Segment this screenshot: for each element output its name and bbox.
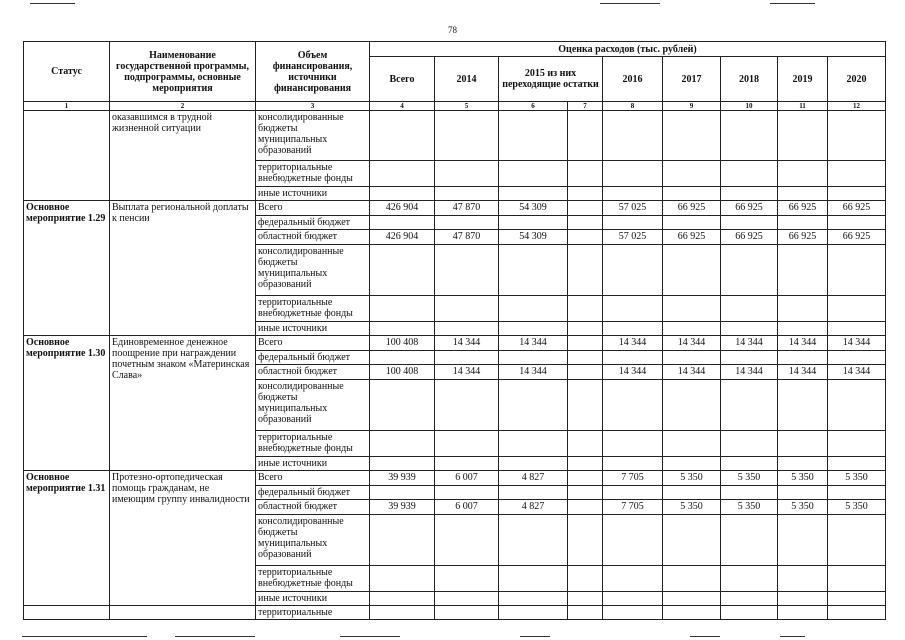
value-cell: 14 344	[828, 365, 886, 380]
value-cell	[435, 431, 499, 457]
scan-line-bottom-1	[22, 636, 147, 637]
value-cell	[603, 245, 663, 296]
value-cell	[370, 606, 435, 620]
value-cell	[568, 592, 603, 606]
value-cell	[778, 216, 828, 230]
value-cell	[721, 592, 778, 606]
value-cell	[370, 380, 435, 431]
value-cell: 14 344	[663, 336, 721, 351]
value-cell	[435, 457, 499, 471]
value-cell	[778, 592, 828, 606]
value-cell	[778, 380, 828, 431]
value-cell: 47 870	[435, 201, 499, 216]
value-cell	[663, 351, 721, 365]
scan-line-bottom-3	[340, 636, 400, 637]
source-cell: территориальные внебюджетные фонды	[256, 431, 370, 457]
scan-line-top-right-2	[770, 3, 815, 4]
value-cell: 7 705	[603, 500, 663, 515]
table-row	[24, 201, 886, 216]
value-cell	[663, 566, 721, 592]
value-cell	[370, 566, 435, 592]
value-cell: 66 925	[828, 230, 886, 245]
value-cell: 14 344	[828, 336, 886, 351]
value-cell: 6 007	[435, 471, 499, 486]
value-cell	[568, 500, 603, 515]
value-cell	[435, 322, 499, 336]
value-cell: 5 350	[721, 500, 778, 515]
value-cell	[828, 486, 886, 500]
name-cell	[110, 606, 256, 620]
value-cell	[435, 216, 499, 230]
scan-line-bottom-4	[520, 636, 550, 637]
value-cell	[370, 515, 435, 566]
header-year-2019: 2019	[778, 57, 828, 102]
value-cell	[663, 216, 721, 230]
value-cell: 4 827	[499, 471, 568, 486]
header-year-2017: 2017	[663, 57, 721, 102]
status-cell	[24, 606, 110, 620]
header-year-total: Всего	[370, 57, 435, 102]
value-cell	[721, 351, 778, 365]
value-cell	[568, 486, 603, 500]
value-cell: 14 344	[499, 365, 568, 380]
col-number: 3	[256, 102, 370, 111]
source-cell: территориальные внебюджетные фонды	[256, 161, 370, 187]
value-cell	[603, 457, 663, 471]
value-cell	[370, 245, 435, 296]
value-cell: 66 925	[778, 230, 828, 245]
value-cell	[370, 431, 435, 457]
value-cell	[435, 351, 499, 365]
value-cell	[828, 216, 886, 230]
value-cell	[828, 322, 886, 336]
value-cell	[778, 457, 828, 471]
value-cell: 14 344	[663, 365, 721, 380]
scan-line-bottom-2	[175, 636, 255, 637]
value-cell: 5 350	[778, 471, 828, 486]
value-cell	[603, 606, 663, 620]
value-cell	[568, 296, 603, 322]
value-cell	[435, 486, 499, 500]
source-cell: иные источники	[256, 457, 370, 471]
value-cell: 66 925	[663, 230, 721, 245]
value-cell	[603, 566, 663, 592]
value-cell	[663, 606, 721, 620]
value-cell	[568, 380, 603, 431]
value-cell	[603, 351, 663, 365]
value-cell	[499, 566, 568, 592]
value-cell	[663, 296, 721, 322]
source-cell: иные источники	[256, 187, 370, 201]
value-cell	[499, 351, 568, 365]
source-cell: Всего	[256, 471, 370, 486]
header-status: Статус	[24, 42, 110, 102]
value-cell: 54 309	[499, 230, 568, 245]
value-cell	[499, 245, 568, 296]
value-cell	[603, 486, 663, 500]
value-cell	[370, 216, 435, 230]
value-cell	[568, 471, 603, 486]
value-cell: 7 705	[603, 471, 663, 486]
value-cell	[499, 486, 568, 500]
value-cell	[778, 322, 828, 336]
value-cell	[721, 380, 778, 431]
value-cell	[370, 322, 435, 336]
value-cell	[435, 592, 499, 606]
table-row	[24, 606, 886, 620]
value-cell: 54 309	[499, 201, 568, 216]
value-cell	[663, 457, 721, 471]
value-cell	[663, 592, 721, 606]
header-volume: Объем финансирования, источники финансирования	[256, 42, 370, 102]
value-cell	[603, 592, 663, 606]
value-cell: 57 025	[603, 230, 663, 245]
scan-line-bottom-6	[780, 636, 805, 637]
value-cell	[568, 365, 603, 380]
source-cell: консолидированные бюджеты муниципальных образований	[256, 515, 370, 566]
value-cell	[721, 296, 778, 322]
value-cell	[663, 486, 721, 500]
value-cell: 66 925	[721, 230, 778, 245]
value-cell	[568, 351, 603, 365]
table-row	[24, 111, 886, 161]
value-cell: 14 344	[778, 365, 828, 380]
col-number: 9	[663, 102, 721, 111]
value-cell: 39 939	[370, 500, 435, 515]
col-number: 10	[721, 102, 778, 111]
value-cell	[435, 296, 499, 322]
header-year-2014: 2014	[435, 57, 499, 102]
value-cell	[568, 230, 603, 245]
value-cell	[435, 380, 499, 431]
source-cell: территориальные внебюджетные фонды	[256, 296, 370, 322]
value-cell	[828, 245, 886, 296]
source-cell: Всего	[256, 336, 370, 351]
name-cell: Протезно-ортопедическая помощь гражданам, не имеющим группу инвалидности	[110, 471, 256, 606]
value-cell	[721, 216, 778, 230]
value-cell: 39 939	[370, 471, 435, 486]
table-body	[24, 111, 886, 620]
value-cell	[778, 606, 828, 620]
value-cell	[721, 606, 778, 620]
value-cell	[778, 245, 828, 296]
value-cell	[370, 486, 435, 500]
source-cell: иные источники	[256, 592, 370, 606]
header-year-2015: 2015 из них переходящие остатки	[499, 57, 603, 102]
scan-line-top-right	[600, 3, 660, 4]
value-cell	[721, 486, 778, 500]
value-cell	[778, 486, 828, 500]
col-number: 4	[370, 102, 435, 111]
value-cell: 5 350	[828, 500, 886, 515]
value-cell	[828, 566, 886, 592]
value-cell: 5 350	[663, 500, 721, 515]
table-row	[24, 471, 886, 486]
value-cell	[568, 245, 603, 296]
value-cell	[778, 566, 828, 592]
name-cell: Единовременное денежное поощрение при награждении почетным знаком «Материнская Слава»	[110, 336, 256, 471]
value-cell	[435, 606, 499, 620]
value-cell: 14 344	[778, 336, 828, 351]
value-cell: 57 025	[603, 201, 663, 216]
value-cell	[568, 515, 603, 566]
col-number: 7	[568, 102, 603, 111]
value-cell	[568, 336, 603, 351]
value-cell: 66 925	[778, 201, 828, 216]
col-number: 6	[499, 102, 568, 111]
value-cell: 14 344	[603, 336, 663, 351]
value-cell	[778, 431, 828, 457]
value-cell	[721, 431, 778, 457]
value-cell	[370, 296, 435, 322]
scan-line-top-left	[30, 3, 75, 4]
value-cell: 47 870	[435, 230, 499, 245]
value-cell: 426 904	[370, 201, 435, 216]
value-cell: 5 350	[663, 471, 721, 486]
value-cell	[603, 380, 663, 431]
source-cell: территориальные	[256, 606, 370, 620]
value-cell	[663, 380, 721, 431]
status-cell: Основное мероприятие 1.29	[24, 201, 110, 336]
value-cell	[370, 351, 435, 365]
value-cell	[828, 457, 886, 471]
value-cell: 14 344	[603, 365, 663, 380]
status-cell	[24, 111, 110, 201]
value-cell	[663, 322, 721, 336]
col-number: 5	[435, 102, 499, 111]
status-cell: Основное мероприятие 1.30	[24, 336, 110, 471]
value-cell	[568, 322, 603, 336]
source-cell: областной бюджет	[256, 365, 370, 380]
col-number: 11	[778, 102, 828, 111]
source-cell: федеральный бюджет	[256, 486, 370, 500]
value-cell: 66 925	[721, 201, 778, 216]
value-cell	[721, 322, 778, 336]
name-cell: оказавшимся в трудной жизненной ситуации	[110, 111, 256, 201]
value-cell	[499, 296, 568, 322]
value-cell	[568, 606, 603, 620]
value-cell: 14 344	[435, 336, 499, 351]
scan-line-bottom-5	[690, 636, 720, 637]
value-cell	[568, 566, 603, 592]
value-cell	[828, 592, 886, 606]
value-cell	[828, 431, 886, 457]
value-cell	[778, 515, 828, 566]
value-cell: 6 007	[435, 500, 499, 515]
value-cell	[828, 351, 886, 365]
col-number: 12	[828, 102, 886, 111]
source-cell: федеральный бюджет	[256, 216, 370, 230]
value-cell: 14 344	[721, 365, 778, 380]
value-cell	[721, 515, 778, 566]
value-cell	[435, 566, 499, 592]
value-cell	[603, 322, 663, 336]
value-cell	[721, 245, 778, 296]
source-cell: консолидированные бюджеты муниципальных образований	[256, 245, 370, 296]
value-cell	[603, 296, 663, 322]
value-cell: 100 408	[370, 365, 435, 380]
value-cell	[568, 457, 603, 471]
name-cell: Выплата региональной доплаты к пенсии	[110, 201, 256, 336]
value-cell: 66 925	[663, 201, 721, 216]
budget-table	[23, 41, 886, 620]
value-cell: 100 408	[370, 336, 435, 351]
value-cell	[499, 515, 568, 566]
value-cell	[828, 606, 886, 620]
source-cell: областной бюджет	[256, 230, 370, 245]
source-cell: областной бюджет	[256, 500, 370, 515]
value-cell	[499, 592, 568, 606]
source-cell: консолидированные бюджеты муниципальных образований	[256, 380, 370, 431]
value-cell	[499, 431, 568, 457]
value-cell: 5 350	[828, 471, 886, 486]
source-cell: Всего	[256, 201, 370, 216]
value-cell	[828, 380, 886, 431]
value-cell	[568, 201, 603, 216]
value-cell	[370, 457, 435, 471]
value-cell	[828, 296, 886, 322]
value-cell	[435, 245, 499, 296]
value-cell	[778, 351, 828, 365]
value-cell	[663, 431, 721, 457]
value-cell	[603, 431, 663, 457]
value-cell	[603, 216, 663, 230]
header-year-2020: 2020	[828, 57, 886, 102]
value-cell	[721, 566, 778, 592]
value-cell	[435, 515, 499, 566]
header-year-2016: 2016	[603, 57, 663, 102]
value-cell: 4 827	[499, 500, 568, 515]
value-cell	[499, 322, 568, 336]
value-cell	[778, 296, 828, 322]
value-cell	[370, 592, 435, 606]
table-row	[24, 336, 886, 351]
header-estimate: Оценка расходов (тыс. рублей)	[370, 42, 886, 57]
col-number: 8	[603, 102, 663, 111]
source-cell: территориальные внебюджетные фонды	[256, 566, 370, 592]
source-cell: иные источники	[256, 322, 370, 336]
source-cell: консолидированные бюджеты муниципальных образований	[256, 111, 370, 161]
value-cell: 66 925	[828, 201, 886, 216]
source-cell: федеральный бюджет	[256, 351, 370, 365]
value-cell	[663, 515, 721, 566]
status-cell: Основное мероприятие 1.31	[24, 471, 110, 606]
value-cell	[568, 216, 603, 230]
value-cell	[721, 457, 778, 471]
value-cell	[499, 606, 568, 620]
value-cell: 14 344	[721, 336, 778, 351]
value-cell	[499, 457, 568, 471]
value-cell: 426 904	[370, 230, 435, 245]
page-number: 78	[448, 25, 457, 35]
header-year-2018: 2018	[721, 57, 778, 102]
value-cell: 14 344	[435, 365, 499, 380]
value-cell	[499, 380, 568, 431]
header-name: Наименование государственной программы, подпрограммы, основные мероприятия	[110, 42, 256, 102]
value-cell	[603, 515, 663, 566]
value-cell	[499, 216, 568, 230]
value-cell	[828, 515, 886, 566]
value-cell: 14 344	[499, 336, 568, 351]
col-number: 1	[24, 102, 110, 111]
value-cell: 5 350	[778, 500, 828, 515]
value-cell	[663, 245, 721, 296]
value-cell	[568, 431, 603, 457]
col-number: 2	[110, 102, 256, 111]
value-cell: 5 350	[721, 471, 778, 486]
